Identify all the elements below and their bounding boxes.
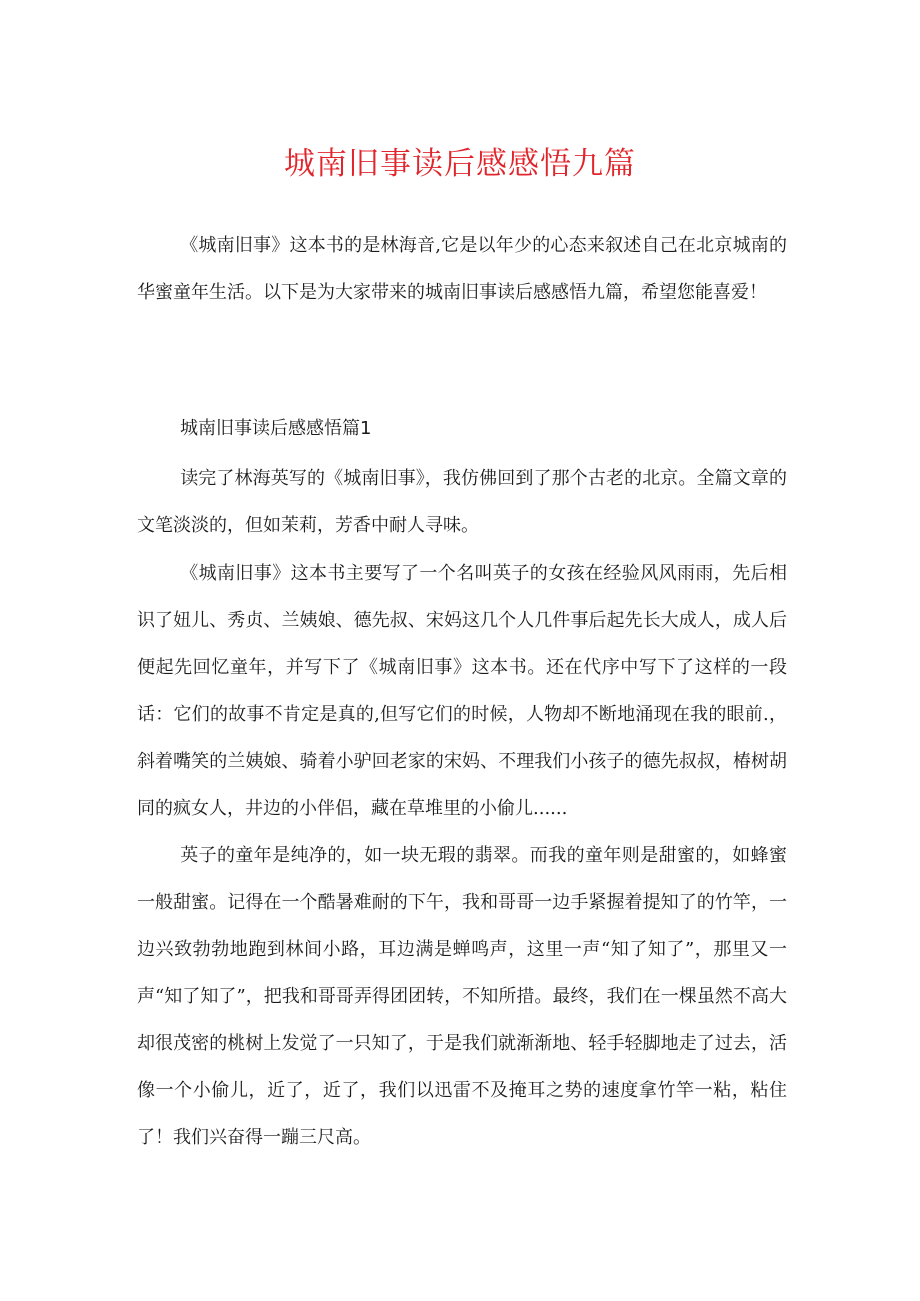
intro-paragraph: 《城南旧事》这本书的是林海音,它是以年少的心态来叙述自己在北京城南的华蜜童年生活。以下是为大家带来的城南旧事读后感感悟九篇，希望您能喜爱！ [137, 235, 787, 303]
body-paragraph-2: 《城南旧事》这本书主要写了一个名叫英子的女孩在经验风风雨雨，先后相识了妞儿、秀贞、兰姨娘、德先叔、宋妈这几个人几件事后起先长大成人，成人后便起先回忆童年，并写下了《城南旧事》这本书。还在代序中写下了这样的一段话：它们的故事不肯定是真的,但写它们的时候，人物却不断地涌现在我的眼前.，斜着嘴笑的兰姨娘、骑着小驴回老家的宋妈、不理我们小孩子的德先叔叔，椿树胡同的疯女人，井边的小伴侣，藏在草堆里的小偷儿...... [137, 563, 787, 819]
section-heading: 城南旧事读后感感悟篇1 [180, 418, 372, 439]
page-title: 城南旧事读后感感悟九篇 [284, 146, 636, 182]
body-paragraph-1: 读完了林海英写的《城南旧事》，我仿佛回到了那个古老的北京。全篇文章的文笔淡淡的，但如茉莉，芳香中耐人寻味。 [137, 468, 787, 536]
body-paragraph-3: 英子的童年是纯净的，如一块无瑕的翡翠。而我的童年则是甜蜜的，如蜂蜜一般甜蜜。记得在一个酷暑难耐的下午，我和哥哥一边手紧握着提知了的竹竿，一边兴致勃勃地跑到林间小路，耳边满是蝉鸣声，这里一声“知了知了”，那里又一声“知了知了”，把我和哥哥弄得团团转，不知所措。最终，我们在一棵虽然不高大却很茂密的桃树上发觉了一只知了，于是我们就渐渐地、轻手轻脚地走了过去，活像一个小偷儿，近了，近了，我们以迅雷不及掩耳之势的速度拿竹竿一粘，粘住了！我们兴奋得一蹦三尺高。 [137, 845, 787, 1148]
